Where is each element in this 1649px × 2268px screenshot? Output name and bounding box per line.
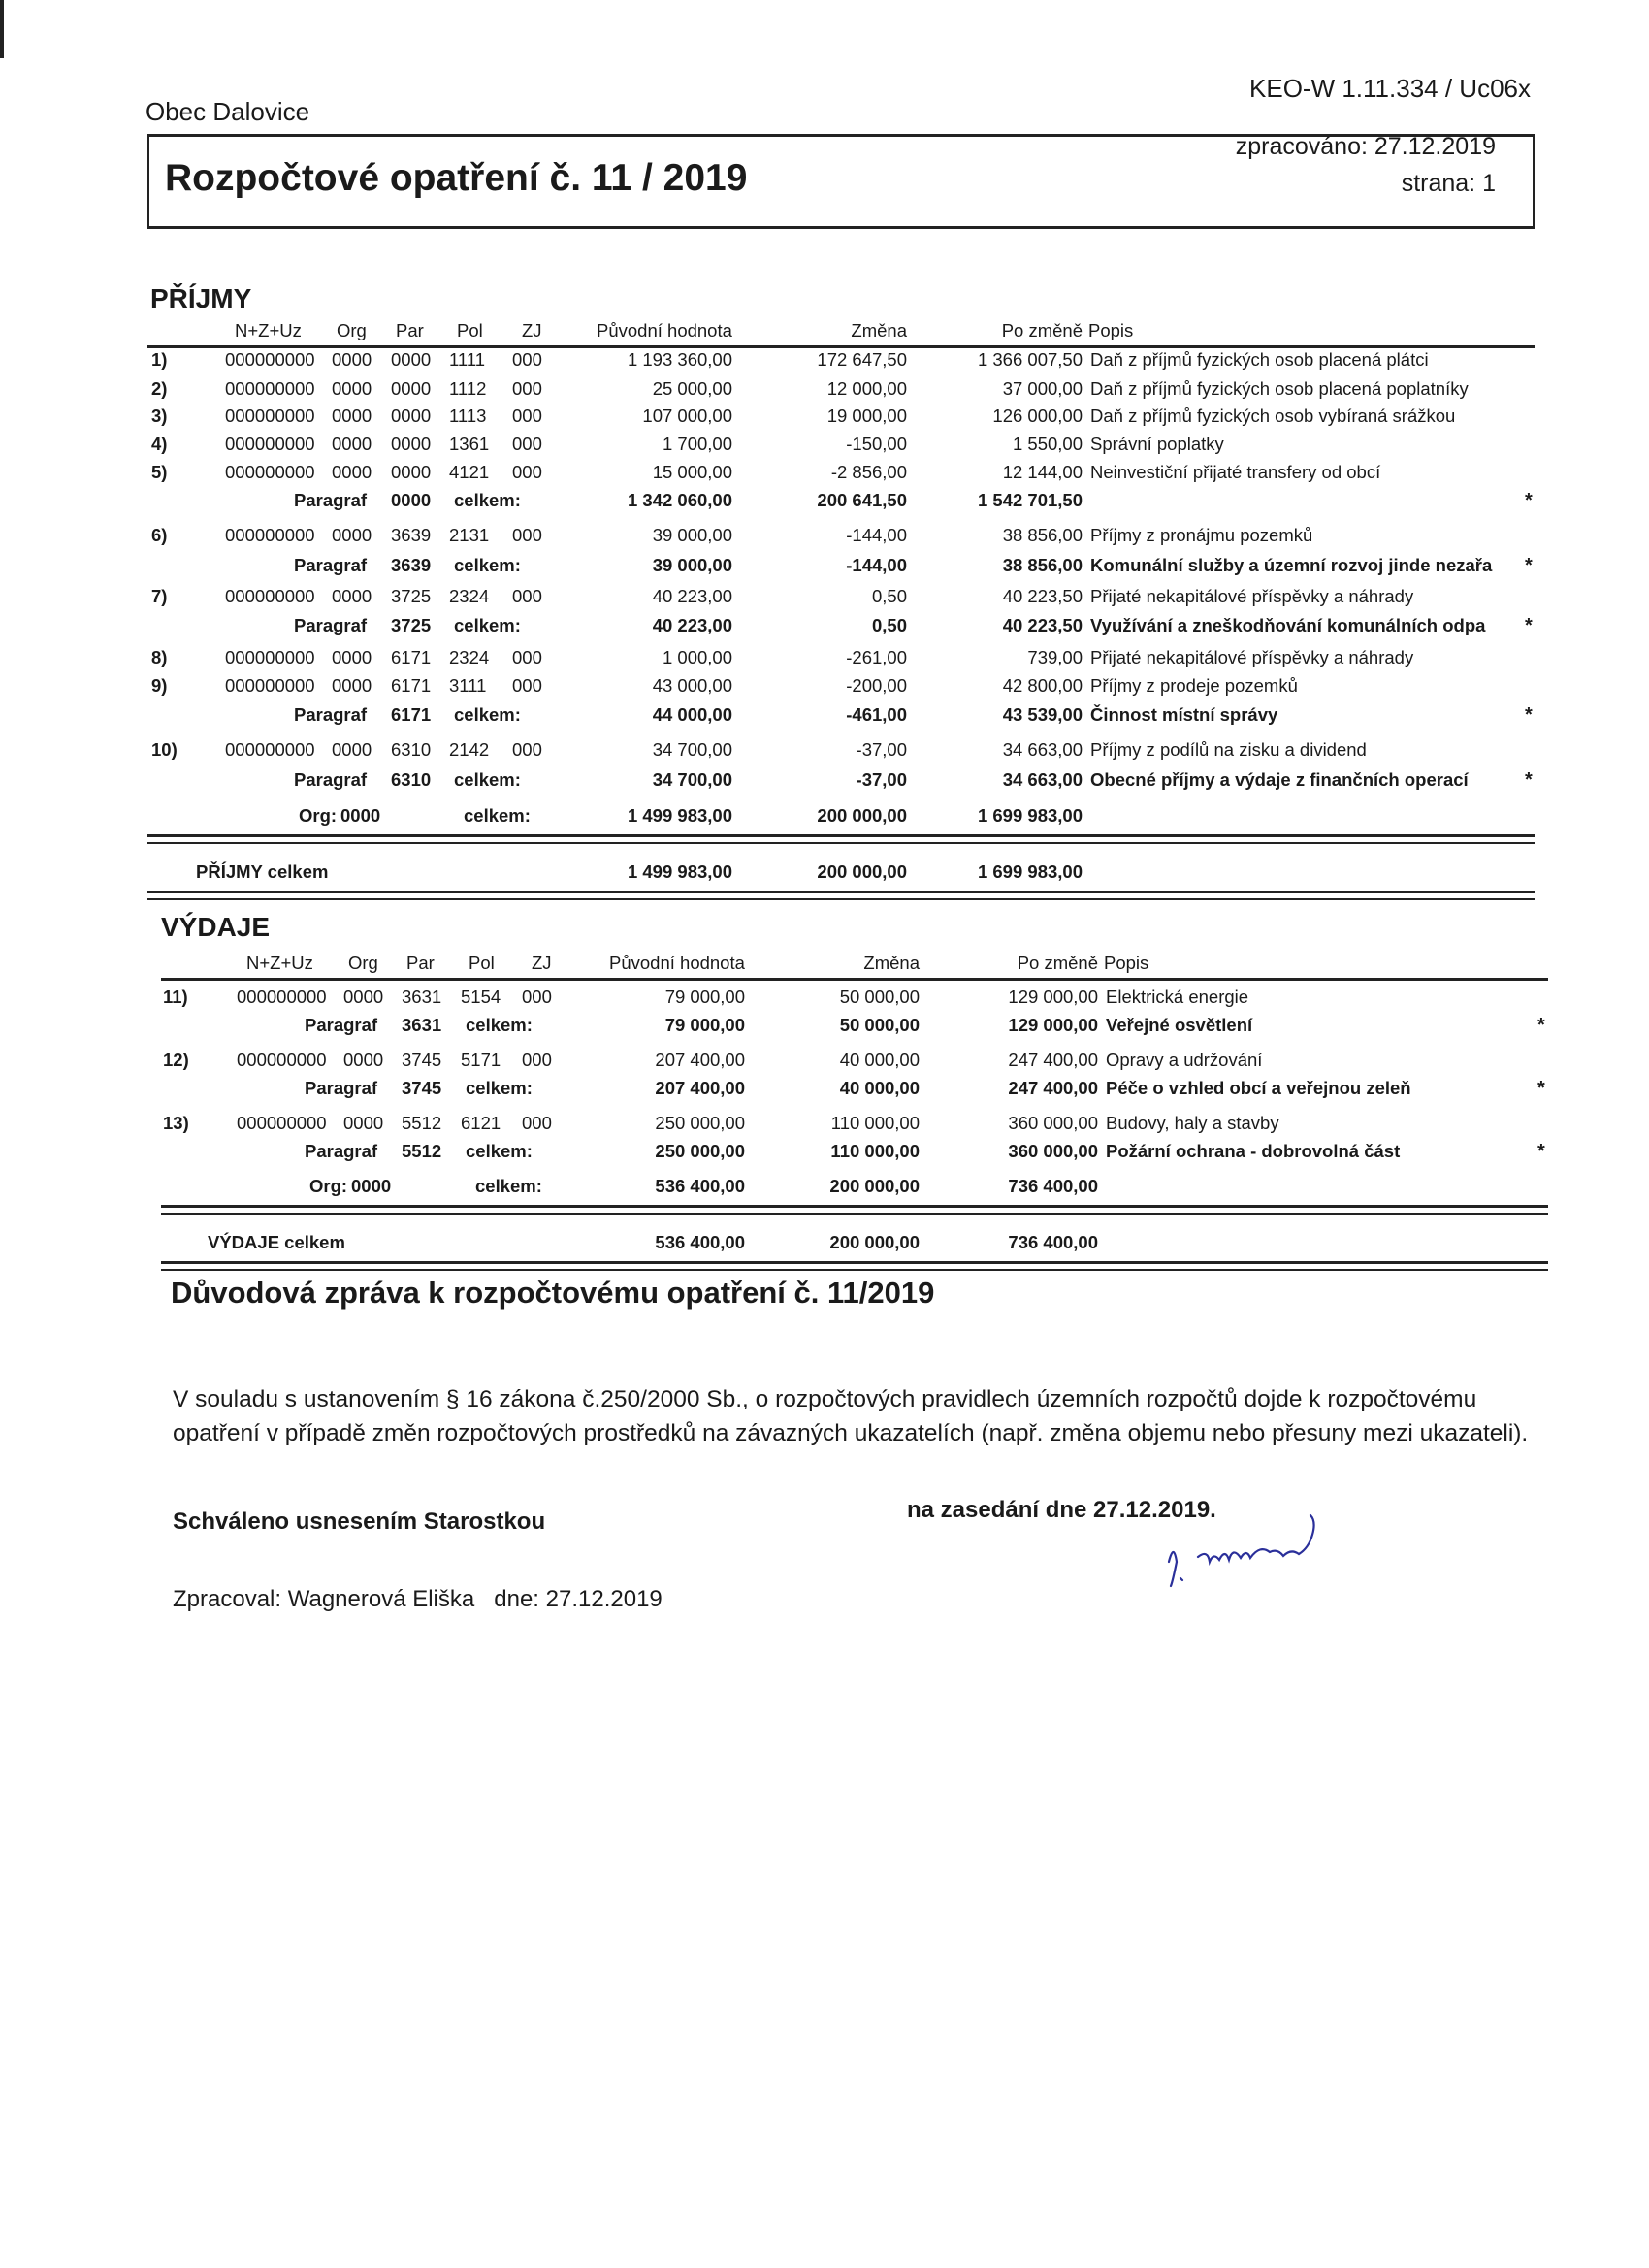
- row-after: 42 800,00: [1002, 675, 1083, 696]
- subtotal-original: 39 000,00: [652, 555, 732, 575]
- grand-total-rule-bottom: [147, 898, 1535, 900]
- subtotal-after: 247 400,00: [1008, 1078, 1098, 1098]
- row-zj: 000: [512, 405, 542, 426]
- row-zj: 000: [512, 739, 542, 760]
- org-total-change: 200 000,00: [817, 805, 907, 826]
- row-nzuz: 000000000: [225, 405, 315, 426]
- subtotal-row: [0, 1141, 1649, 1166]
- table-row: [0, 405, 1649, 431]
- org-total-change: 200 000,00: [829, 1176, 920, 1196]
- row-number: 4): [151, 434, 168, 454]
- subtotal-label: Paragraf: [305, 1078, 378, 1098]
- row-original: 40 223,00: [652, 586, 732, 606]
- processed-info: [1236, 133, 1496, 161]
- org-total-celkem: celkem:: [464, 805, 531, 826]
- row-description: Daň z příjmů fyzických osob placená plátci: [1090, 349, 1429, 370]
- row-org: 0000: [332, 349, 372, 370]
- subtotal-label: Paragraf: [305, 1141, 378, 1161]
- subtotal-row: [0, 704, 1649, 729]
- row-change: -150,00: [846, 434, 907, 454]
- header-rule: [161, 978, 1548, 981]
- row-zj: 000: [512, 675, 542, 696]
- row-zj: 000: [522, 1050, 552, 1070]
- row-nzuz: 000000000: [225, 349, 315, 370]
- row-par: 0000: [391, 434, 432, 454]
- subtotal-after: 129 000,00: [1008, 1015, 1098, 1035]
- subtotal-celkem: celkem:: [454, 615, 521, 635]
- row-change: -144,00: [846, 525, 907, 545]
- row-change: -261,00: [846, 647, 907, 667]
- row-number: 13): [163, 1113, 189, 1133]
- row-original: 34 700,00: [652, 739, 732, 760]
- report-title: Důvodová zpráva k rozpočtovému opatření č. 11/2019: [171, 1276, 935, 1310]
- row-number: 11): [163, 987, 188, 1007]
- subtotal-row: [0, 615, 1649, 640]
- total-rule-bottom: [161, 1213, 1548, 1215]
- row-nzuz: 000000000: [225, 434, 315, 454]
- asterisk-mark: *: [1537, 1015, 1545, 1036]
- org-total-row: [0, 805, 1649, 830]
- row-description: Budovy, haly a stavby: [1106, 1113, 1279, 1133]
- row-description: Daň z příjmů fyzických osob placená poplatníky: [1090, 378, 1469, 399]
- row-number: 6): [151, 525, 168, 545]
- subtotal-description: Komunální služby a územní rozvoj jinde nezařa: [1090, 555, 1493, 575]
- grand-total-rule-bottom: [161, 1269, 1548, 1271]
- subtotal-original: 40 223,00: [652, 615, 732, 635]
- column-after: Po změně: [1001, 320, 1083, 340]
- row-org: 0000: [332, 525, 372, 545]
- row-after: 360 000,00: [1008, 1113, 1098, 1133]
- row-number: 3): [151, 405, 168, 426]
- subtotal-original: 44 000,00: [652, 704, 732, 725]
- subtotal-celkem: celkem:: [466, 1015, 533, 1035]
- row-original: 43 000,00: [652, 675, 732, 696]
- org-total-after: 736 400,00: [1008, 1176, 1098, 1196]
- row-zj: 000: [512, 586, 542, 606]
- row-original: 1 000,00: [662, 647, 732, 667]
- org-total-original: 1 499 983,00: [627, 805, 732, 826]
- processed-by-date: dne: 27.12.2019: [494, 1586, 663, 1612]
- org-total-label: Org:: [309, 1176, 348, 1196]
- subtotal-label: Paragraf: [294, 769, 368, 790]
- grand-total-label: PŘÍJMY celkem: [196, 861, 329, 882]
- row-number: 12): [163, 1050, 189, 1070]
- column-zj: ZJ: [532, 953, 552, 973]
- row-description: Neinvestiční přijaté transfery od obcí: [1090, 462, 1381, 482]
- grand-total-change: 200 000,00: [829, 1232, 920, 1252]
- subtotal-par: 6310: [391, 769, 432, 790]
- row-zj: 000: [512, 349, 542, 370]
- org-total-original: 536 400,00: [655, 1176, 745, 1196]
- column-original: Původní hodnota: [597, 320, 732, 340]
- row-description: Opravy a udržování: [1106, 1050, 1263, 1070]
- subtotal-change: -37,00: [856, 769, 907, 790]
- subtotal-par: 5512: [402, 1141, 442, 1161]
- row-description: Přijaté nekapitálové příspěvky a náhrady: [1090, 586, 1414, 606]
- table-row: [0, 647, 1649, 672]
- row-change: 12 000,00: [826, 378, 907, 399]
- row-org: 0000: [343, 1113, 384, 1133]
- row-zj: 000: [512, 647, 542, 667]
- row-nzuz: 000000000: [225, 647, 315, 667]
- row-par: 0000: [391, 405, 432, 426]
- row-nzuz: 000000000: [225, 462, 315, 482]
- subtotal-celkem: celkem:: [454, 490, 521, 510]
- column-header: [0, 953, 1649, 978]
- subtotal-celkem: celkem:: [466, 1141, 533, 1161]
- org-total-celkem: celkem:: [475, 1176, 542, 1196]
- subtotal-par: 3631: [402, 1015, 442, 1035]
- subtotal-row: [0, 1015, 1649, 1040]
- row-number: 8): [151, 647, 168, 667]
- subtotal-original: 79 000,00: [664, 1015, 745, 1035]
- row-original: 107 000,00: [642, 405, 732, 426]
- row-pol: 2324: [449, 586, 490, 606]
- page-label: strana:: [1401, 170, 1476, 197]
- subtotal-after: 34 663,00: [1002, 769, 1083, 790]
- row-nzuz: 000000000: [225, 675, 315, 696]
- row-pol: 1361: [449, 434, 490, 454]
- subtotal-row: [0, 490, 1649, 515]
- subtotal-change: 200 641,50: [817, 490, 907, 510]
- row-change: -37,00: [856, 739, 907, 760]
- column-zj: ZJ: [522, 320, 542, 340]
- signature: [1159, 1508, 1402, 1596]
- row-description: Správní poplatky: [1090, 434, 1224, 454]
- report-paragraph: V souladu s ustanovením § 16 zákona č.250/2000 Sb., o rozpočtových pravidlech územních rozpočtů dojde k rozpočtovému opatření v případě změn rozpočtových prostředků na závazných ukazatelích (např. změna objemu nebo přesuny mezi ukazateli).: [173, 1386, 1529, 1446]
- asterisk-mark: *: [1525, 615, 1533, 636]
- row-nzuz: 000000000: [237, 1113, 327, 1133]
- subtotal-celkem: celkem:: [466, 1078, 533, 1098]
- asterisk-mark: *: [1537, 1141, 1545, 1162]
- subtotal-after: 38 856,00: [1002, 555, 1083, 575]
- section-title-vydaje: VÝDAJE: [161, 912, 271, 942]
- row-after: 1 550,00: [1012, 434, 1083, 454]
- processed-date: 27.12.2019: [1374, 133, 1496, 160]
- system-code: KEO-W 1.11.334 / Uc06x: [1249, 74, 1531, 103]
- header-rule: [147, 345, 1535, 348]
- row-par: 0000: [391, 378, 432, 399]
- table-row: [0, 525, 1649, 550]
- row-zj: 000: [512, 525, 542, 545]
- table-row: [0, 462, 1649, 487]
- asterisk-mark: *: [1525, 490, 1533, 511]
- row-pol: 4121: [449, 462, 490, 482]
- subtotal-description: Obecné příjmy a výdaje z finančních operací: [1090, 769, 1469, 790]
- scan-edge: [0, 0, 4, 58]
- row-pol: 5154: [461, 987, 501, 1007]
- row-after: 37 000,00: [1002, 378, 1083, 399]
- row-org: 0000: [343, 987, 384, 1007]
- table-row: [0, 1113, 1649, 1138]
- row-pol: 3111: [449, 675, 487, 696]
- table-row: [0, 739, 1649, 764]
- organization-name: Obec Dalovice: [146, 97, 310, 126]
- subtotal-description: Požární ochrana - dobrovolná část: [1106, 1141, 1401, 1161]
- subtotal-description: Péče o vzhled obcí a veřejnou zeleň: [1106, 1078, 1411, 1098]
- grand-total-original: 536 400,00: [655, 1232, 745, 1252]
- grand-total-row: [0, 861, 1649, 887]
- column-par: Par: [406, 953, 435, 973]
- column-change: Změna: [863, 953, 920, 973]
- org-total-after: 1 699 983,00: [977, 805, 1083, 826]
- row-description: Příjmy z prodeje pozemků: [1090, 675, 1298, 696]
- column-desc: Popis: [1088, 320, 1134, 340]
- row-description: Přijaté nekapitálové příspěvky a náhrady: [1090, 647, 1414, 667]
- subtotal-description: Činnost místní správy: [1090, 704, 1278, 725]
- row-number: 5): [151, 462, 168, 482]
- row-pol: 1113: [449, 405, 487, 426]
- subtotal-change: -461,00: [846, 704, 907, 725]
- row-nzuz: 000000000: [225, 378, 315, 399]
- processed-by-name: Zpracoval: Wagnerová Eliška: [173, 1586, 475, 1612]
- meeting-date: na zasedání dne 27.12.2019.: [907, 1497, 1216, 1523]
- row-org: 0000: [332, 378, 372, 399]
- subtotal-celkem: celkem:: [454, 555, 521, 575]
- row-number: 7): [151, 586, 168, 606]
- subtotal-label: Paragraf: [294, 490, 368, 510]
- row-change: 172 647,50: [817, 349, 907, 370]
- subtotal-after: 360 000,00: [1008, 1141, 1098, 1161]
- processed-by: [173, 1586, 663, 1613]
- column-header: [0, 320, 1649, 345]
- column-desc: Popis: [1104, 953, 1149, 973]
- row-after: 247 400,00: [1008, 1050, 1098, 1070]
- row-org: 0000: [332, 434, 372, 454]
- row-org: 0000: [332, 462, 372, 482]
- row-change: 0,50: [871, 586, 907, 606]
- row-change: -2 856,00: [830, 462, 907, 482]
- row-change: 40 000,00: [839, 1050, 920, 1070]
- subtotal-change: 0,50: [871, 615, 907, 635]
- row-nzuz: 000000000: [225, 586, 315, 606]
- row-par: 3639: [391, 525, 432, 545]
- row-pol: 2142: [449, 739, 490, 760]
- subtotal-change: 50 000,00: [839, 1015, 920, 1035]
- subtotal-row: [0, 555, 1649, 580]
- subtotal-change: -144,00: [846, 555, 907, 575]
- row-org: 0000: [332, 405, 372, 426]
- row-org: 0000: [332, 739, 372, 760]
- grand-total-original: 1 499 983,00: [627, 861, 732, 882]
- page-title: Rozpočtové opatření č. 11 / 2019: [165, 157, 748, 199]
- row-after: 34 663,00: [1002, 739, 1083, 760]
- asterisk-mark: *: [1537, 1078, 1545, 1099]
- subtotal-description: Využívání a zneškodňování komunálních odpa: [1090, 615, 1486, 635]
- row-original: 1 700,00: [662, 434, 732, 454]
- subtotal-after: 1 542 701,50: [977, 490, 1083, 510]
- row-par: 6171: [391, 675, 432, 696]
- row-original: 250 000,00: [655, 1113, 745, 1133]
- row-change: 19 000,00: [826, 405, 907, 426]
- org-total-label: Org:: [299, 805, 338, 826]
- subtotal-original: 34 700,00: [652, 769, 732, 790]
- row-par: 3725: [391, 586, 432, 606]
- column-nzuz: N+Z+Uz: [235, 320, 302, 340]
- asterisk-mark: *: [1525, 769, 1533, 791]
- column-original: Původní hodnota: [609, 953, 745, 973]
- subtotal-par: 0000: [391, 490, 432, 510]
- row-change: 50 000,00: [839, 987, 920, 1007]
- row-after: 38 856,00: [1002, 525, 1083, 545]
- row-org: 0000: [332, 675, 372, 696]
- subtotal-original: 207 400,00: [655, 1078, 745, 1098]
- row-par: 0000: [391, 349, 432, 370]
- row-description: Daň z příjmů fyzických osob vybíraná srážkou: [1090, 405, 1456, 426]
- total-rule-bottom: [147, 842, 1535, 844]
- row-after: 129 000,00: [1008, 987, 1098, 1007]
- row-number: 2): [151, 378, 168, 399]
- column-nzuz: N+Z+Uz: [246, 953, 313, 973]
- subtotal-after: 43 539,00: [1002, 704, 1083, 725]
- table-row: [0, 1050, 1649, 1075]
- row-org: 0000: [332, 647, 372, 667]
- grand-total-label: VÝDAJE celkem: [208, 1232, 345, 1252]
- row-zj: 000: [512, 434, 542, 454]
- row-par: 0000: [391, 462, 432, 482]
- column-org: Org: [348, 953, 378, 973]
- row-pol: 2324: [449, 647, 490, 667]
- row-after: 739,00: [1027, 647, 1083, 667]
- subtotal-original: 250 000,00: [655, 1141, 745, 1161]
- table-row: [0, 987, 1649, 1012]
- grand-total-after: 736 400,00: [1008, 1232, 1098, 1252]
- subtotal-change: 40 000,00: [839, 1078, 920, 1098]
- row-number: 10): [151, 739, 178, 760]
- row-change: 110 000,00: [830, 1113, 920, 1133]
- column-after: Po změně: [1017, 953, 1098, 973]
- page-info: [1402, 170, 1496, 198]
- subtotal-label: Paragraf: [305, 1015, 378, 1035]
- row-after: 1 366 007,50: [977, 349, 1083, 370]
- approved-by: Schváleno usnesením Starostkou: [173, 1508, 546, 1535]
- row-after: 126 000,00: [992, 405, 1083, 426]
- asterisk-mark: *: [1525, 555, 1533, 576]
- subtotal-original: 1 342 060,00: [627, 490, 732, 510]
- column-org: Org: [337, 320, 367, 340]
- subtotal-label: Paragraf: [294, 704, 368, 725]
- row-number: 1): [151, 349, 168, 370]
- subtotal-label: Paragraf: [294, 615, 368, 635]
- subtotal-row: [0, 1078, 1649, 1103]
- row-after: 12 144,00: [1002, 462, 1083, 482]
- row-zj: 000: [522, 987, 552, 1007]
- row-number: 9): [151, 675, 168, 696]
- row-par: 5512: [402, 1113, 442, 1133]
- row-zj: 000: [522, 1113, 552, 1133]
- column-par: Par: [396, 320, 424, 340]
- section-title-prijmy: PŘÍJMY: [150, 283, 252, 313]
- row-nzuz: 000000000: [237, 987, 327, 1007]
- row-description: Příjmy z pronájmu pozemků: [1090, 525, 1313, 545]
- subtotal-label: Paragraf: [294, 555, 368, 575]
- column-change: Změna: [851, 320, 907, 340]
- page-number: 1: [1482, 170, 1496, 197]
- row-nzuz: 000000000: [225, 525, 315, 545]
- row-description: Příjmy z podílů na zisku a dividend: [1090, 739, 1367, 760]
- row-par: 6310: [391, 739, 432, 760]
- grand-total-row: [0, 1232, 1649, 1257]
- column-pol: Pol: [469, 953, 495, 973]
- row-org: 0000: [343, 1050, 384, 1070]
- org-total-row: [0, 1176, 1649, 1201]
- row-original: 25 000,00: [652, 378, 732, 399]
- row-change: -200,00: [846, 675, 907, 696]
- table-row: [0, 349, 1649, 374]
- row-nzuz: 000000000: [225, 739, 315, 760]
- subtotal-par: 3639: [391, 555, 432, 575]
- total-rule-top: [147, 834, 1535, 837]
- table-row: [0, 675, 1649, 700]
- subtotal-after: 40 223,50: [1002, 615, 1083, 635]
- row-pol: 5171: [461, 1050, 501, 1070]
- row-after: 40 223,50: [1002, 586, 1083, 606]
- row-original: 1 193 360,00: [627, 349, 732, 370]
- row-original: 15 000,00: [652, 462, 732, 482]
- row-pol: 1112: [449, 378, 487, 399]
- row-original: 79 000,00: [664, 987, 745, 1007]
- row-pol: 1111: [449, 349, 486, 370]
- table-row: [0, 378, 1649, 404]
- row-zj: 000: [512, 378, 542, 399]
- subtotal-description: Veřejné osvětlení: [1106, 1015, 1253, 1035]
- row-description: Elektrická energie: [1106, 987, 1249, 1007]
- table-row: [0, 586, 1649, 611]
- asterisk-mark: *: [1525, 704, 1533, 726]
- processed-label: zpracováno:: [1235, 133, 1368, 160]
- grand-total-after: 1 699 983,00: [977, 861, 1083, 882]
- grand-total-rule-top: [161, 1261, 1548, 1264]
- org-total-org: 0000: [351, 1176, 392, 1196]
- row-pol: 2131: [449, 525, 490, 545]
- grand-total-change: 200 000,00: [817, 861, 907, 882]
- row-org: 0000: [332, 586, 372, 606]
- row-original: 207 400,00: [655, 1050, 745, 1070]
- org-total-org: 0000: [340, 805, 381, 826]
- table-row: [0, 434, 1649, 459]
- grand-total-rule-top: [147, 891, 1535, 893]
- row-par: 3631: [402, 987, 442, 1007]
- row-original: 39 000,00: [652, 525, 732, 545]
- subtotal-par: 6171: [391, 704, 432, 725]
- row-par: 3745: [402, 1050, 442, 1070]
- row-pol: 6121: [461, 1113, 501, 1133]
- subtotal-celkem: celkem:: [454, 704, 521, 725]
- subtotal-change: 110 000,00: [830, 1141, 920, 1161]
- row-nzuz: 000000000: [237, 1050, 327, 1070]
- row-zj: 000: [512, 462, 542, 482]
- total-rule-top: [161, 1205, 1548, 1208]
- subtotal-par: 3725: [391, 615, 432, 635]
- subtotal-row: [0, 769, 1649, 794]
- column-pol: Pol: [457, 320, 483, 340]
- row-par: 6171: [391, 647, 432, 667]
- subtotal-par: 3745: [402, 1078, 442, 1098]
- subtotal-celkem: celkem:: [454, 769, 521, 790]
